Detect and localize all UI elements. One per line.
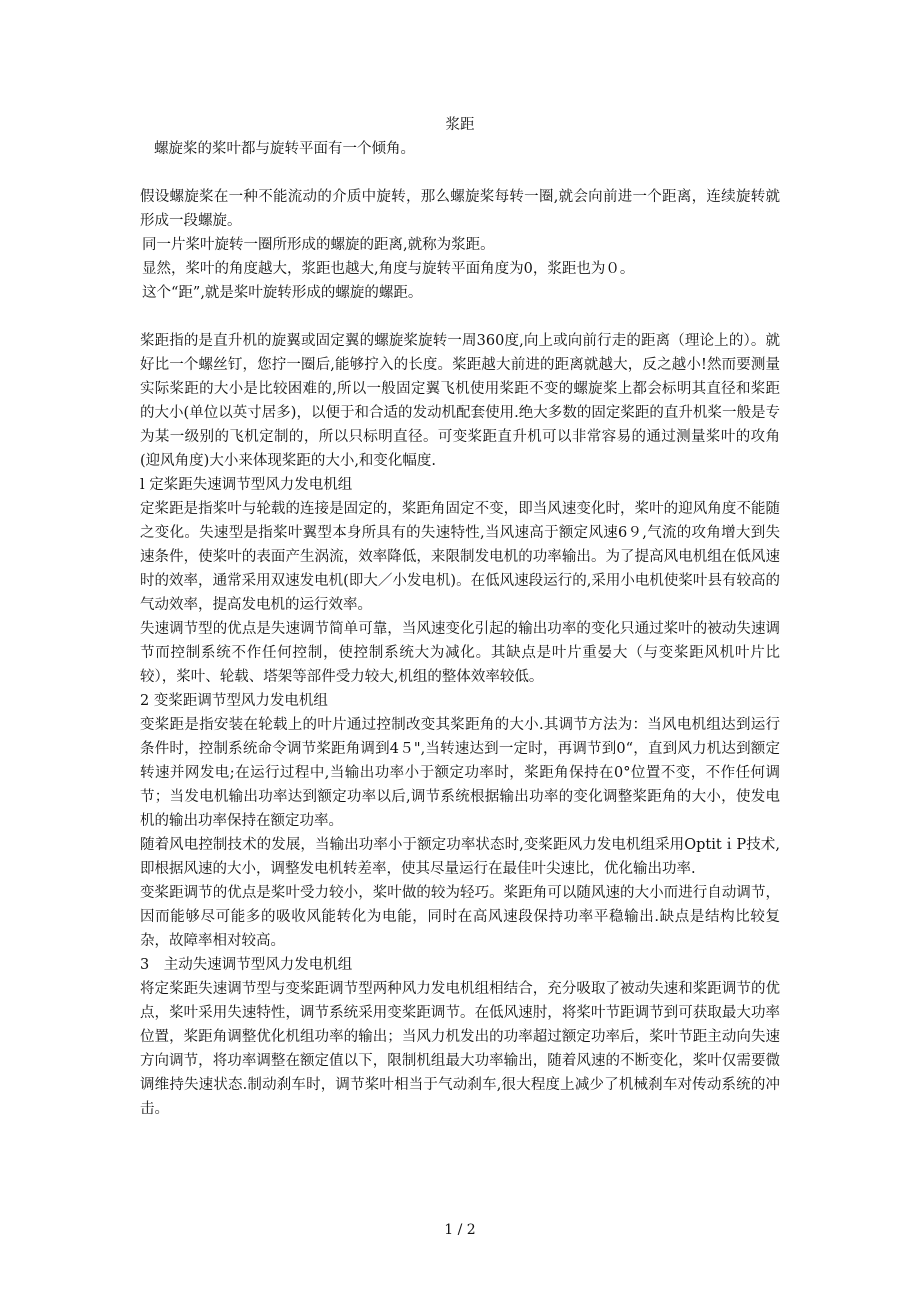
paragraph: 将定桨距失速调节型与变桨距调节型两种风力发电机组相结合，充分吸取了被动失速和桨距调节的优点，桨叶采用失速特性，调节系统采用变桨距调节。在低风速肘，将桨叶节距调节到可获取最大功率位置，桨距角调整优化机组功率的输出；当风力机发出的功率超过额定功率后，桨叶节距主动向失速方向调节，将功率调整在额定值以下，限制机组最大功率输出，随着风速的不断变化，桨叶仅需要微调维持失速状态.制动刹车时，调节桨叶相当于气动刹车,很大程度上减少了机械刹车对传动系统的冲击。 — [140, 981, 780, 1117]
paragraph: 桨距指的是直升机的旋翼或固定翼的螺旋桨旋转一周360度,向上或向前行走的距离（理论上的）。就好比一个螺丝钉，您拧一圈后,能够拧入的长度。桨距越大前进的距离就越大，反之越小!然而要测量实际桨距的大小是比较困难的,所以一般固定翼飞机使用桨距不变的螺旋桨上都会标明其直径和桨距的大小(单位以英寸居多)，以便于和合适的发动机配套使用.绝大多数的固定桨距的直升机桨一般是专为某一级别的飞机定制的，所以只标明直径。可变桨距直升机可以非常容易的通过测量桨叶的攻角(迎风角度)大小来体现桨距的大小,和变化幅度. — [140, 333, 780, 469]
document-title: 浆距 — [445, 117, 475, 133]
page-number: 1 / 2 — [444, 1222, 476, 1238]
paragraph-gap — [140, 305, 780, 329]
paragraph: 螺旋桨的桨叶都与旋转平面有一个倾角。 — [154, 141, 415, 157]
paragraph: 这个“距”,就是桨叶旋转形成的螺旋的螺距。 — [142, 285, 423, 301]
paragraph: 变桨距是指安装在轮载上的叶片通过控制改变其桨距角的大小.其调节方法为：当风电机组达到运行条件时，控制系统命令调节桨距角调到4５",当转速达到一定时，再调节到0“，直到风力机达到额定转速并网发电;在运行过程中,当输出功率小于额定功率时，桨距角保持在0°位置不变，不作任何调节；当发电机输出功率达到额定功率以后,调节系统根据输出功率的变化调整桨距角的大小，使发电机的输出功率保持在额定功率。 — [140, 717, 780, 829]
paragraph-gap — [140, 161, 780, 185]
paragraph: 显然，桨叶的角度越大，浆距也越大,角度与旋转平面角度为0，浆距也为０。 — [142, 261, 635, 277]
paragraph: 假设螺旋桨在一种不能流动的介质中旋转，那么螺旋桨每转一圈,就会向前进一个距离，连续旋转就形成一段螺旋。 — [140, 189, 780, 229]
paragraph: 定桨距是指桨叶与轮载的连接是固定的，桨距角固定不变，即当风速变化时，桨叶的迎风角度不能随之变化。失速型是指桨叶翼型本身所具有的失速特性,当风速高于额定风速6９,气流的攻角增大到失速条件，使桨叶的表面产生涡流，效率降低，来限制发电机的功率输出。为了提高风电机组在低风速时的效率，通常采用双速发电机(即大／小发电机)。在低风速段运行的,采用小电机使桨叶县有较高的气动效率，提高发电机的运行效率。 — [140, 501, 780, 613]
section-heading: 3 主动失速调节型风力发电机组 — [140, 957, 353, 973]
paragraph: 失速调节型的优点是失速调节简单可靠，当风速变化引起的输出功率的变化只通过桨叶的被动失速调节而控制系统不作任何控制，使控制系统大为减化。其缺点是叶片重晏大（与变桨距风机叶片比较），桨叶、轮载、塔架等部件受力较大,机组的整体效率较低。 — [140, 621, 780, 685]
paragraph: 变桨距调节的优点是桨叶受力较小，桨叶做的较为轻巧。桨距角可以随风速的大小而进行自动调节，因而能够尽可能多的吸收风能转化为电能，同时在高风速段保持功率平稳输出.缺点是结构比较复杂，故障率相对较高。 — [140, 885, 780, 949]
document-body — [140, 137, 780, 1121]
paragraph: 随着风电控制技术的发展，当输出功率小于额定功率状态时,变桨距风力发电机组采用OptitｉP技术,即根据风速的大小，调整发电机转差率，使其尽量运行在最佳叶尖速比，优化输出功率. — [140, 837, 780, 877]
section-heading: l 定桨距失速调节型风力发电机组 — [140, 477, 353, 493]
paragraph: 同一片桨叶旋转一圈所形成的螺旋的距离,就称为浆距。 — [142, 237, 495, 253]
section-heading: 2 变桨距调节型风力发电机组 — [140, 693, 328, 709]
